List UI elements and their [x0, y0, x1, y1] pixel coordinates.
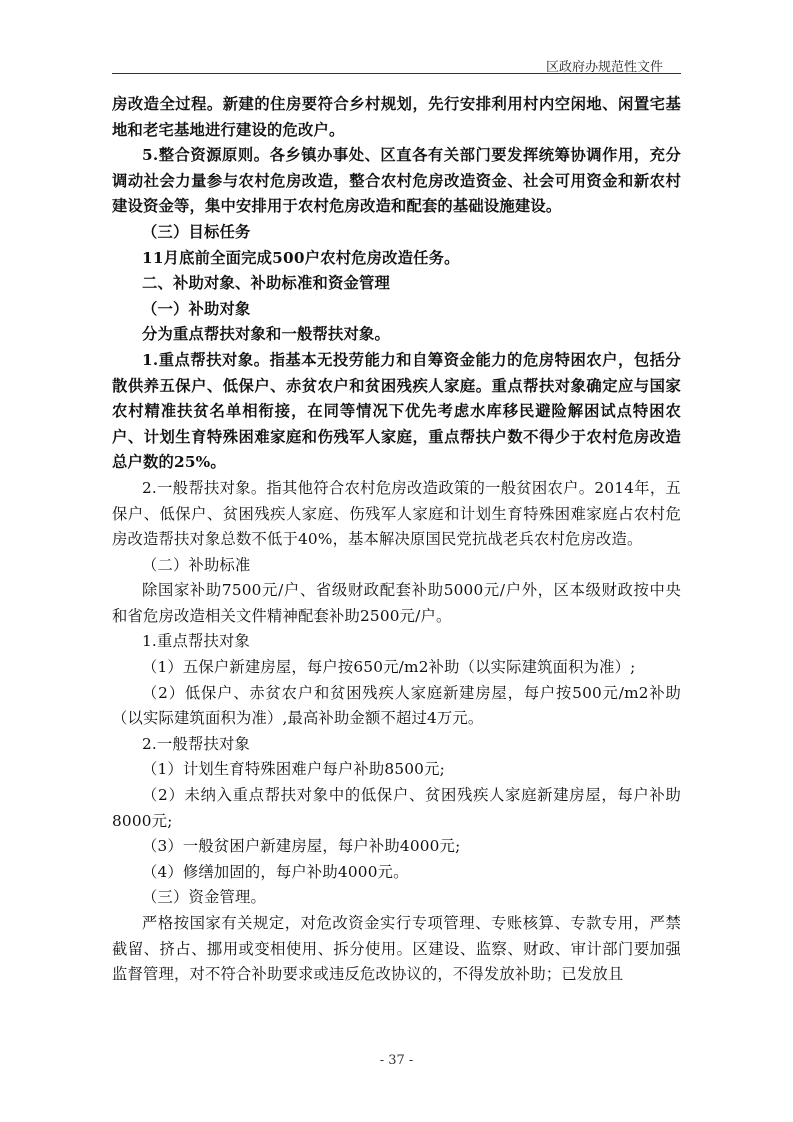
section-heading: （二）补助标准: [142, 555, 251, 574]
paragraph: 5.整合资源原则。各乡镇办事处、区直各有关部门要发挥统筹协调作用，充分调动社会力量参与农村危房改造，整合农村危房改造资金、社会可用资金和新农村建设资金等，集中安排用于农村危房改造和配套的基础设施建设。: [112, 146, 681, 216]
section-heading: 1.重点帮扶对象: [142, 632, 250, 651]
paragraph: 严格按国家有关规定，对危改资金实行专项管理、专账核算、专款专用，严禁截留、挤占、挪用或变相使用、拆分使用。区建设、监察、财政、审计部门要加强监督管理，对不符合补助要求或违反危改协议的，不得发放补助；已发放且: [112, 914, 681, 984]
list-item: （3）一般贫困户新建房屋，每户补助4000元;: [142, 837, 461, 856]
section-heading: （三）目标任务: [142, 222, 251, 241]
header-rule: [112, 73, 681, 74]
paragraph: 11月底前全面完成500户农村危房改造任务。: [142, 248, 460, 267]
list-item: （1）计划生育特殊困难户每户补助8500元;: [142, 760, 445, 779]
page-number: - 37 -: [379, 1053, 414, 1068]
paragraph: 1.重点帮扶对象。指基本无投劳能力和自筹资金能力的危房特困农户，包括分散供养五保户、低保户、赤贫农户和贫困残疾人家庭。重点帮扶对象确定应与国家农村精准扶贫名单相衔接，在同等情况下优先考虑水库移民避险解困试点特困农户、计划生育特殊困难家庭和伤残军人家庭，重点帮扶户数不得少于农村危房改造总户数的25%。: [112, 350, 681, 472]
section-heading: （三）资金管理。: [142, 888, 266, 907]
paragraph: 2.一般帮扶对象。指其他符合农村危房改造政策的一般贫困农户。2014年，五保户、低保户、贫困残疾人家庭、伤残军人家庭和计划生育特殊困难家庭占农村危房改造帮扶对象总数不低于40%，基本解决原国民党抗战老兵农村危房改造。: [112, 478, 681, 549]
section-heading: （一）补助对象: [142, 299, 251, 318]
page-header-title: 区政府办规范性文件: [545, 60, 663, 75]
paragraph: 分为重点帮扶对象和一般帮扶对象。: [142, 325, 390, 344]
section-heading: 2.一般帮扶对象: [142, 734, 250, 753]
paragraph: 房改造全过程。新建的住房要符合乡村规划，先行安排利用村内空闲地、闲置宅基地和老宅基地进行建设的危改户。: [112, 95, 681, 139]
list-item: （4）修缮加固的，每户补助4000元。: [142, 862, 409, 881]
list-item: （2）未纳入重点帮扶对象中的低保户、贫困残疾人家庭新建房屋，每户补助8000元;: [112, 786, 681, 830]
list-item: （2）低保户、赤贫农户和贫困残疾人家庭新建房屋，每户按500元/m2补助（以实际建筑面积为准）,最高补助金额不超过4万元。: [112, 683, 681, 728]
paragraph: 除国家补助7500元/户、省级财政配套补助5000元/户外，区本级财政按中央和省危房改造相关文件精神配套补助2500元/户。: [112, 581, 681, 625]
document-body: [112, 92, 681, 988]
section-heading: 二、补助对象、补助标准和资金管理: [142, 274, 390, 293]
list-item: （1）五保户新建房屋，每户按650元/m2补助（以实际建筑面积为准）;: [142, 658, 636, 677]
